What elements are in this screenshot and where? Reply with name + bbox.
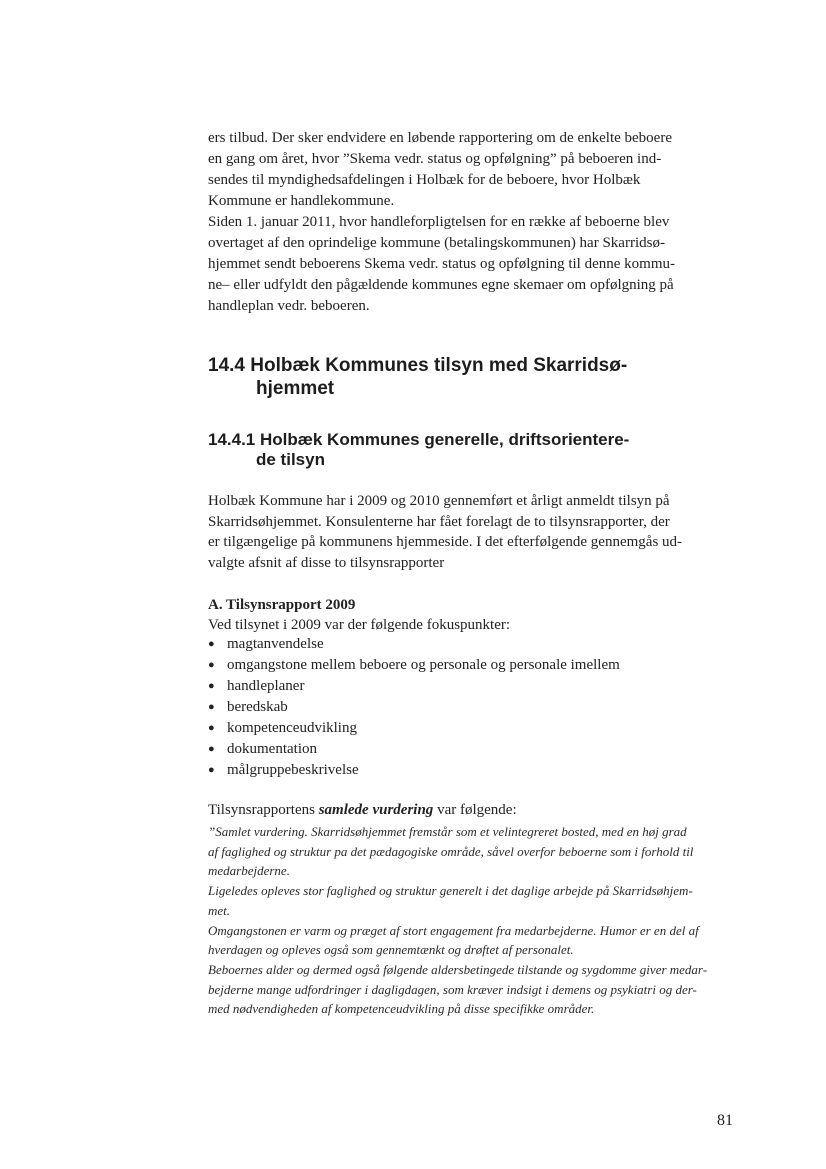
list-item (208, 739, 620, 760)
bullet-icon: ● (208, 722, 215, 734)
quote-line: med nødvendigheden af kompetenceudvikling på disse specifikke områder. (208, 1001, 595, 1017)
list-item-text: omgangstone mellem beboere og personale og personale imellem (227, 657, 620, 673)
quote-line: Beboernes alder og dermed også følgende aldersbetingede tilstande og sygdomme giver medar- (208, 961, 708, 977)
list-item (208, 634, 620, 655)
quote-line: ”Samlet vurdering. Skarridsøhjemmet fremstår som et velintegreret bosted, med en høj grad (208, 824, 687, 839)
quote-line: af faglighed og struktur pa det pædagogiske område, såvel overfor beboerne som i forhold til (208, 843, 694, 859)
list-item (208, 760, 620, 781)
bullet-icon: ● (208, 701, 215, 713)
heading-line: 14.4.1 Holbæk Kommunes generelle, driftsorientere- (208, 430, 630, 449)
heading-line: de tilsyn (256, 450, 325, 469)
quote-line: Omgangstonen er varm og præget af stort engagement fra medarbejderne. Humor er en del af (208, 922, 699, 938)
page-number: 81 (717, 1112, 733, 1129)
list-item-text: kompetenceudvikling (227, 720, 357, 736)
heading-line: 14.4 Holbæk Kommunes tilsyn med Skarridsø- (208, 355, 628, 376)
evaluation-prefix: Tilsynsrapportens (208, 802, 319, 818)
bullet-icon: ● (208, 680, 215, 692)
bullet-icon: ● (208, 743, 215, 755)
list-item-text: dokumentation (227, 741, 317, 757)
text-line: Siden 1. januar 2011, hvor handleforpligtelsen for en række af beboerne blev (208, 214, 670, 230)
section-heading-14-4 (208, 354, 627, 400)
text-line: Holbæk Kommune har i 2009 og 2010 gennemført et årligt anmeldt tilsyn på (208, 493, 670, 509)
text-line: er tilgængelige på kommunens hjemmeside. I det efterfølgende gennemgås ud- (208, 534, 683, 550)
list-item (208, 718, 620, 739)
list-item-text: magtanvendelse (227, 636, 324, 652)
list-item (208, 676, 620, 697)
section-a-heading: A. Tilsynsrapport 2009 (208, 597, 356, 613)
text-line: ne– eller udfyldt den pågældende kommunes egne skemaer om opfølgning på (208, 277, 674, 293)
focus-points-intro: Ved tilsynet i 2009 var der følgende fokuspunkter: (208, 617, 511, 633)
heading-line: hjemmet (256, 378, 335, 399)
quote-line: medarbejderne. (208, 863, 290, 879)
quote-line: met. (208, 902, 231, 918)
list-item-text: målgruppebeskrivelse (227, 762, 359, 778)
quote-line: bejderne mange udfordringer i dagligdagen, som kræver indsigt i demens og psykiatri og der- (208, 981, 697, 997)
evaluation-suffix: var følgende: (433, 802, 517, 818)
body-paragraph (208, 491, 738, 573)
text-line: sendes til myndighedsafdelingen i Holbæk for de beboere, hvor Holbæk (208, 172, 641, 188)
list-item-text: beredskab (227, 699, 288, 715)
text-line: ers tilbud. Der sker endvidere en løbende rapportering om de enkelte beboere (208, 130, 672, 146)
list-item-text: handleplaner (227, 678, 305, 694)
text-line: hjemmet sendt beboerens Skema vedr. status og opfølgning til denne kommu- (208, 256, 675, 272)
section-heading-14-4-1 (208, 430, 629, 470)
quote-line: Ligeledes opleves stor faglighed og struktur generelt i det daglige arbejde på Skarridsøhjem- (208, 883, 693, 899)
text-line: handleplan vedr. beboeren. (208, 298, 370, 314)
intro-paragraph (208, 128, 738, 317)
text-line: Kommune er handlekommune. (208, 193, 395, 209)
text-line: overtaget af den oprindelige kommune (betalingskommunen) har Skarridsø- (208, 235, 665, 251)
bullet-icon: ● (208, 659, 215, 671)
evaluation-quote (208, 822, 748, 1019)
text-line: en gang om året, hvor ”Skema vedr. status og opfølgning” på beboeren ind- (208, 151, 662, 167)
text-line: Skarridsøhjemmet. Konsulenterne har fået forelagt de to tilsynsrapporter, der (208, 513, 670, 530)
evaluation-emphasis: samlede vurdering (318, 802, 434, 818)
bullet-icon: ● (208, 764, 215, 776)
list-item (208, 697, 620, 718)
evaluation-intro (208, 800, 517, 820)
quote-line: hverdagen og opleves også som gennemtænkt og drøftet af personalet. (208, 942, 574, 958)
bullet-icon: ● (208, 638, 215, 650)
focus-points-list (208, 634, 620, 781)
list-item (208, 655, 620, 676)
text-line: valgte afsnit af disse to tilsynsrapporter (208, 554, 445, 571)
